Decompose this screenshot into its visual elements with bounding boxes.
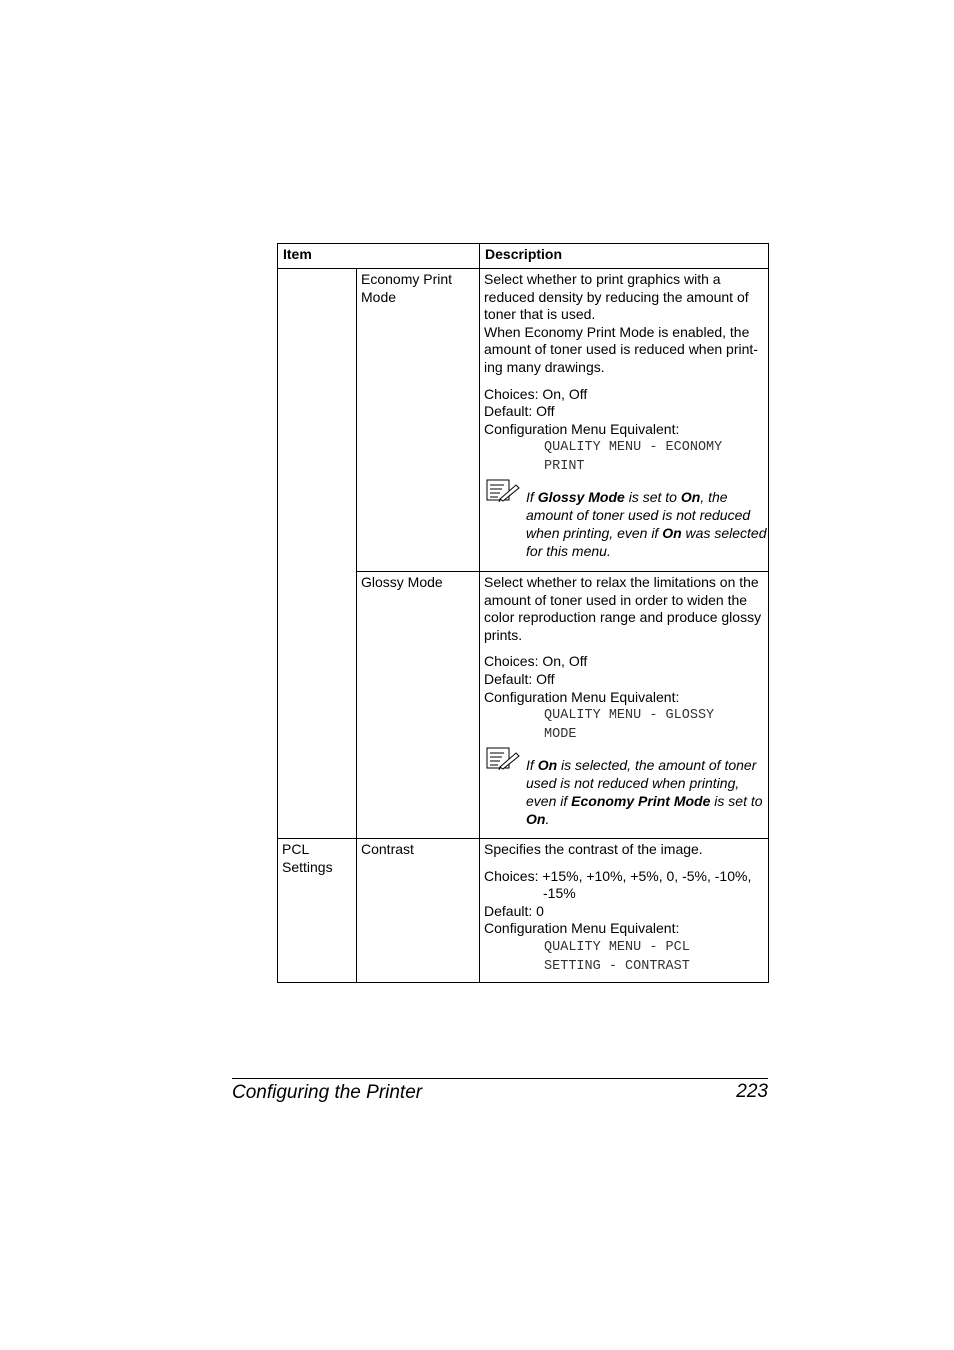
note-text: , the amount of toner used is not reduced when printing, even if [526, 489, 751, 541]
table-header-row [278, 244, 769, 269]
default-text: Default: Off [484, 670, 555, 687]
config-path-line: PRINT [544, 459, 585, 475]
config-label: Configuration Menu Equivalent: [484, 688, 680, 705]
note [484, 489, 768, 560]
config-path-line: SETTING - CONTRAST [544, 958, 690, 974]
config-label: Configuration Menu Equivalent: [484, 420, 680, 437]
item-name-contrast: Contrast [357, 839, 480, 983]
note-text: If [526, 757, 538, 774]
footer-title: Configuring the Printer [232, 1082, 423, 1103]
item-name-glossy: Glossy Mode [357, 572, 480, 839]
note-pencil-icon [486, 479, 520, 503]
header-description: Description [480, 244, 769, 269]
choices-text: Choices: On, Off [484, 385, 588, 402]
item-description-economy [480, 269, 769, 572]
config-path-line: QUALITY MENU - GLOSSY [544, 708, 715, 724]
note-bold: Economy Print Mode [571, 792, 711, 809]
description-text: Select whether to relax the limitations on the amount of toner used in order to widen the color reproduction range and produce glossy prints. [484, 574, 762, 643]
config-path-line: QUALITY MENU - ECONOMY [544, 440, 723, 456]
group-cell-empty [278, 269, 357, 839]
header-item: Item [278, 244, 480, 269]
note-text: . [545, 810, 550, 827]
group-cell-pcl: PCL Settings [278, 839, 357, 983]
default-text: Default: 0 [484, 902, 544, 919]
choices-text: Choices: +15%, +10%, +5%, 0, -5%, -10%, [484, 867, 752, 884]
settings-table [277, 243, 769, 983]
item-description-contrast [480, 839, 769, 983]
note-text: is selected, the amount of toner used is not reduced when printing, even if [526, 757, 757, 809]
item-description-glossy [480, 572, 769, 839]
config-path-line: QUALITY MENU - PCL [544, 939, 690, 955]
note-bold: On [537, 757, 558, 774]
description-text: Specifies the contrast of the image. [484, 841, 703, 857]
note-text: is set to [710, 792, 763, 809]
note-bold: On [662, 524, 682, 541]
note-text: was selected for this menu. [526, 524, 767, 559]
config-path-line: MODE [544, 727, 577, 743]
note-bold: On [526, 810, 546, 827]
choices-text: -15% [543, 885, 576, 902]
config-label: Configuration Menu Equivalent: [484, 920, 680, 937]
note-pencil-icon [486, 747, 520, 771]
note-text: If [526, 489, 538, 506]
choices-text: Choices: On, Off [484, 653, 588, 670]
page-number: 223 [736, 1081, 768, 1102]
note [484, 757, 768, 828]
table-row [278, 269, 769, 572]
description-text: When Economy Print Mode is enabled, the amount of toner used is reduced when print-ing many drawings. [484, 323, 758, 375]
default-text: Default: Off [484, 403, 555, 420]
table-row [278, 839, 769, 983]
note-bold: Glossy Mode [537, 489, 625, 506]
item-name-economy: Economy Print Mode [357, 269, 480, 572]
footer-divider [232, 1078, 768, 1079]
description-text: Select whether to print graphics with a reduced density by reducing the amount of toner that is used. [484, 271, 749, 323]
note-bold: On [680, 489, 701, 506]
note-text: is set to [624, 489, 681, 506]
